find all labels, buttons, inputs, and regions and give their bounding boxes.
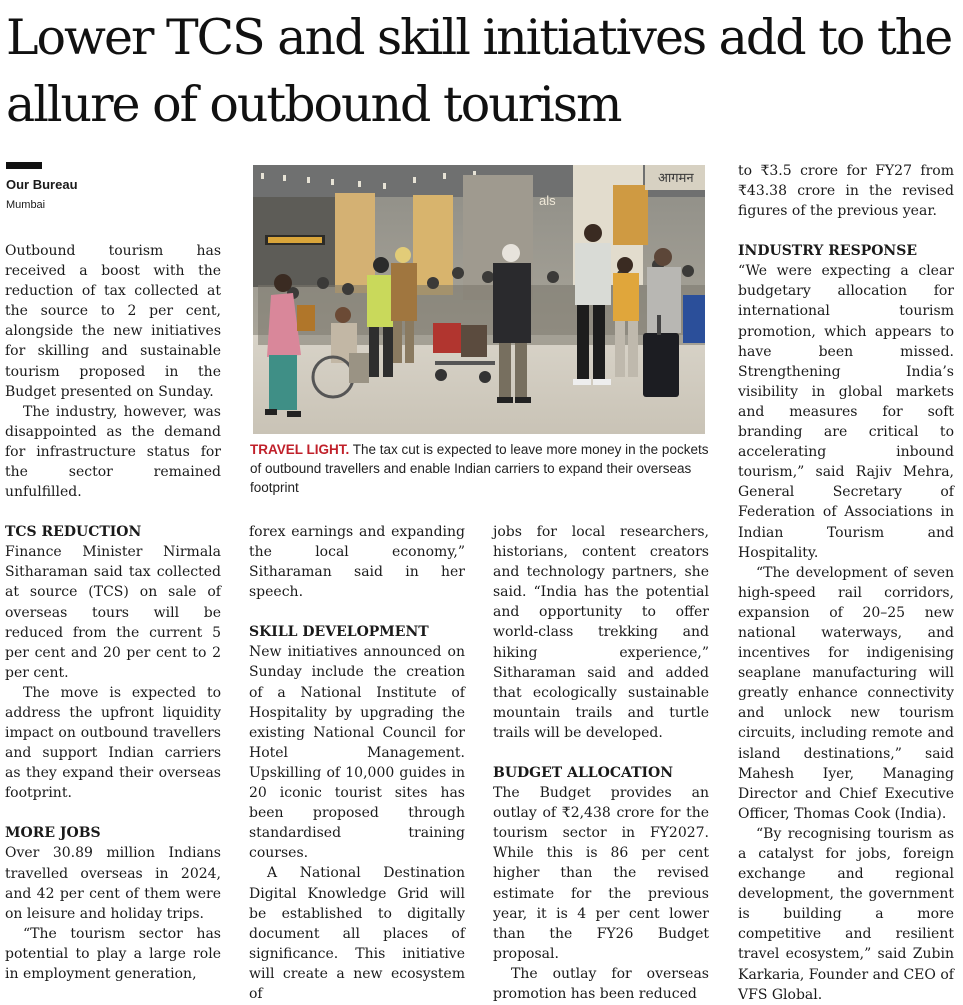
intro-paragraph-1: Outbound tourism has received a boost with the reduction of tax collected at the source to 2 per cent, alongside the new initiatives for skilling and sustainable tourism proposed in the Budget presented on Sunday. [5, 243, 221, 400]
dateline: Mumbai [6, 199, 46, 211]
intro-paragraph-2: The industry, however, was disappointed as the demand for infrastructure status for the sector remained unfulfilled. [5, 403, 221, 501]
section-heading-industry-response: INDUSTRY RESPONSE [738, 243, 918, 260]
col2-paragraph-1: forex earnings and expanding the local economy,” Sitharaman said in her speech. [249, 524, 465, 601]
col4-paragraph-1: to ₹3.5 crore for FY27 from ₹43.38 crore in the revised figures of the previous year. [738, 163, 954, 220]
section-heading-tcs-reduction: TCS REDUCTION [5, 524, 142, 541]
industry-paragraph-2: “The development of seven high-speed rail corridors, expansion of 20–25 new national waterways, and incentives for indigenising seaplane manufacturing will greatly enhance connectivity and unlock new tourism circuits, including remote and island destinations,” said Mahesh Iyer, Managing Director and Chief Executive Officer, Thomas Cook (India). [738, 564, 954, 822]
industry-paragraph-1: “We were expecting a clear budgetary allocation for international tourism promotion, which appears to have been missed. Strengthening India’s visibility in global markets and measures for soft branding are critical to accelerating inbound tourism,” said Rajiv Mehra, General Secretary of Federation of Associations in Indian Tourism and Hospitality. [738, 263, 954, 561]
tcs-paragraph-2: The move is expected to address the upfront liquidity impact on outbound travellers and support Indian carriers as they expand their overseas footprint. [5, 684, 221, 802]
airport-sign-arrivals: आगमन [658, 171, 694, 186]
budget-paragraph-2: The outlay for overseas promotion has been reduced [493, 965, 709, 1002]
tcs-paragraph-1: Finance Minister Nirmala Sitharaman said tax collected at source (TCS) on sale of overseas tours will be reduced from the current 5 per cent and 20 per cent to 2 per cent. [5, 544, 221, 681]
jobs-paragraph-2: “The tourism sector has potential to play a large role in employment generation, [5, 925, 221, 982]
airport-sign-als: als [539, 193, 556, 208]
skill-paragraph-1: New initiatives announced on Sunday include the creation of a National Institute of Hospitality by upgrading the existing National Council for Hotel Management. Upskilling of 10,000 guides in 20 iconic tourist sites has been proposed through standardised training courses. [249, 644, 465, 862]
section-heading-more-jobs: MORE JOBS [5, 825, 101, 842]
skill-paragraph-2: A National Destination Digital Knowledge Grid will be established to digitally document all places of significance. This initiative will create a new ecosystem of [249, 865, 465, 1002]
section-heading-skill-development: SKILL DEVELOPMENT [249, 624, 429, 641]
byline: Our Bureau [6, 177, 78, 192]
photo-caption [250, 440, 710, 497]
headline: Lower TCS and skill initiatives add to the allure of outbound tourism [6, 9, 952, 133]
industry-paragraph-3: “By recognising tourism as a catalyst for jobs, foreign exchange and regional development, the government is building a more competitive and resilient travel ecosystem,” said Zubin Karkaria, Founder and CEO of VFS Global. [738, 825, 954, 1003]
section-heading-budget-allocation: BUDGET ALLOCATION [493, 765, 674, 782]
col3-paragraph-1: jobs for local researchers, historians, content creators and technology partners, she said. “India has the potential and opportunity to offer world-class trekking and hiking experience,” Sitharaman said and added that ecologically sustainable mountain trails and turtle trails will be developed. [493, 524, 709, 741]
column-3 [493, 522, 709, 1004]
caption-text: The tax cut is expected to leave more money in the pockets of outbound travellers and enable Indian carriers to expand their overseas footprint [250, 442, 709, 495]
column-2 [249, 522, 465, 1004]
column-4 [738, 161, 954, 1005]
column-1 [5, 241, 221, 984]
airport-scene-illustration [253, 165, 705, 434]
jobs-paragraph-1: Over 30.89 million Indians travelled overseas in 2024, and 42 per cent of them were on leisure and holiday trips. [5, 845, 221, 922]
budget-paragraph-1: The Budget provides an outlay of ₹2,438 crore for the tourism sector in FY2027. While this is 86 per cent higher than the revised estimate for the previous year, it is 4 per cent lower than the FY26 Budget proposal. [493, 785, 709, 962]
caption-lead: TRAVEL LIGHT. [250, 442, 350, 457]
news-photo-airport-travellers [253, 165, 705, 434]
byline-rule [6, 162, 42, 169]
